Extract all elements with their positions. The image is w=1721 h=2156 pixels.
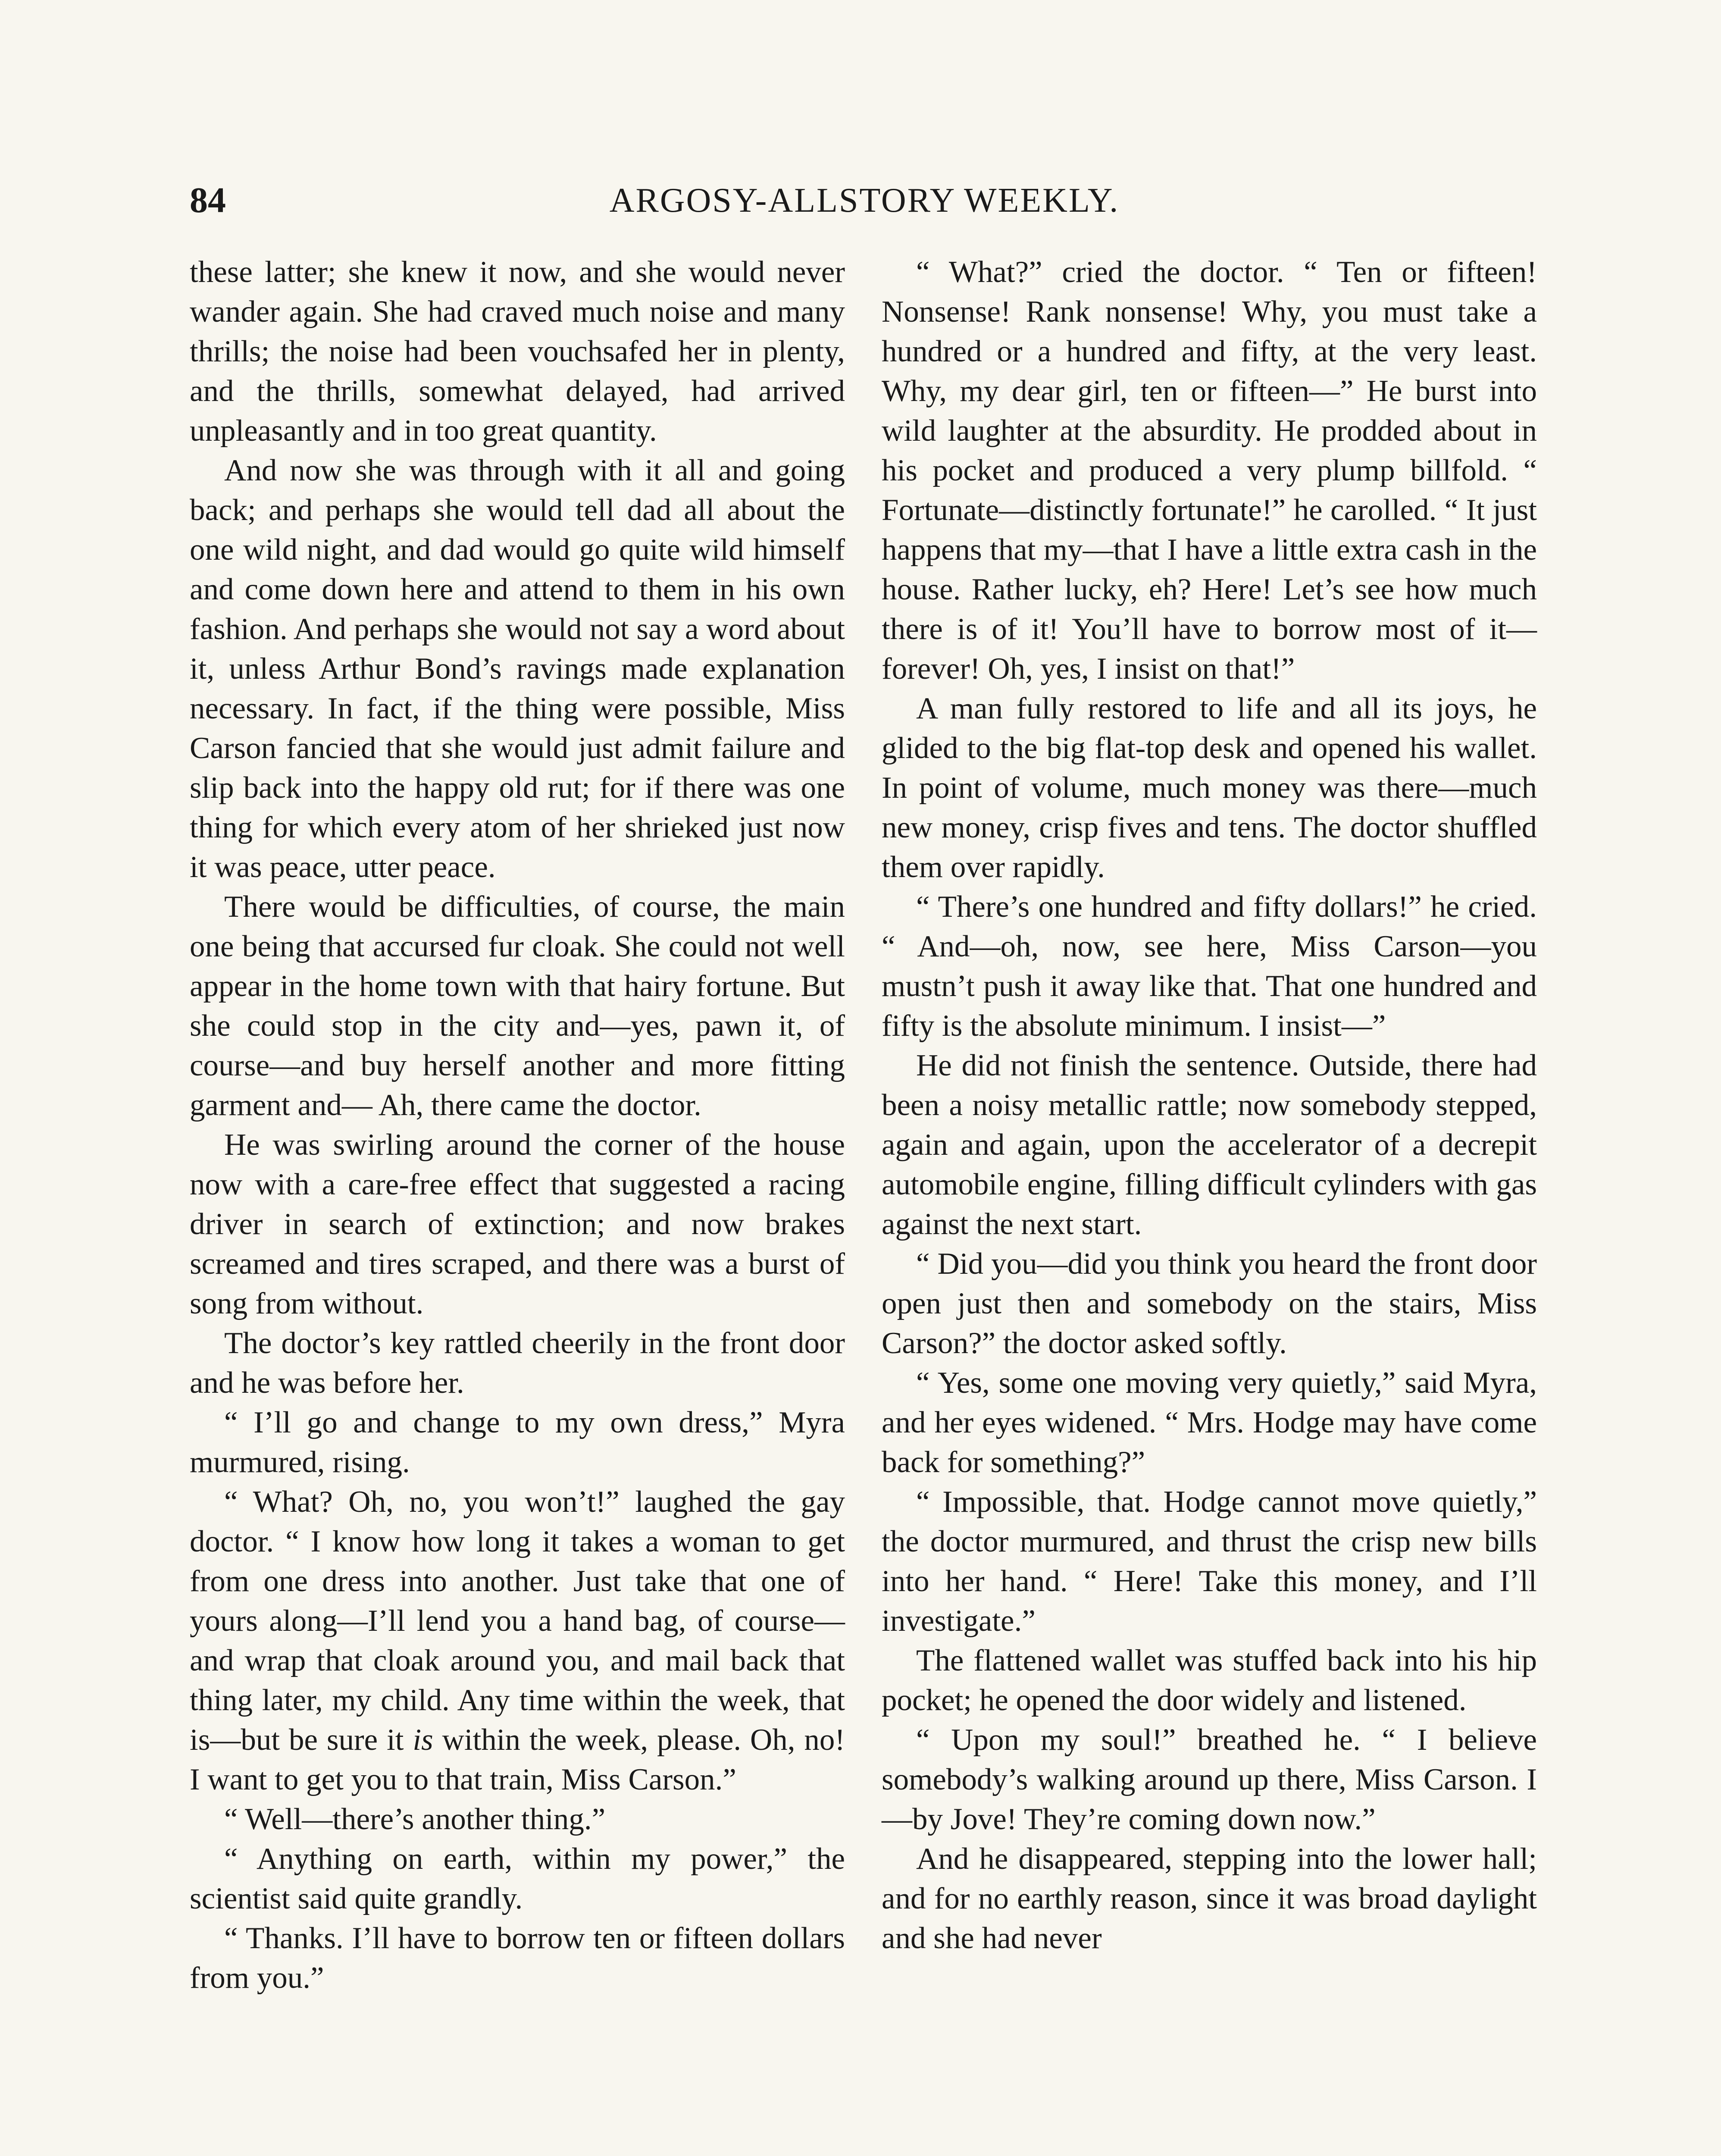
page-header [190, 177, 1539, 224]
running-head: ARGOSY-ALLSTORY WEEKLY. [609, 182, 1120, 219]
paragraph: And now she was through with it all and going back; and perhaps she would tell dad all about the one wild night, and dad would go quite wild himself and come down here and attend to them in his own fashion. And perhaps she would not say a word about it, unless Arthur Bond’s ravings made explanation necessary. In fact, if the thing were possible, Miss Carson fancied that she would just admit failure and slip back into the happy old rut; for if there was one thing for which every atom of her shrieked just now it was peace, utter peace. [190, 454, 845, 884]
paragraph: “ Anything on earth, within my power,” the scientist said quite grandly. [190, 1842, 845, 1915]
paragraph: He did not finish the sentence. Outside, there had been a noisy metallic rattle; now somebody stepped, again and again, upon the accelerator of a decrepit automobile engine, filling difficult cylinders with gas against the next start. [882, 1049, 1537, 1241]
left-column [190, 252, 845, 1998]
paragraph-part: within the week, please. Oh, no! I want to get you to that train, Miss Carson.” [190, 1723, 845, 1796]
paragraph: The doctor’s key rattled cheerily in the front door and he was before her. [190, 1326, 845, 1400]
emphasis: is [413, 1723, 433, 1757]
paragraph: “ Impossible, that. Hodge cannot move quietly,” the doctor murmured, and thrust the crisp new bills into her hand. “ Here! Take this money, and I’ll investigate.” [882, 1485, 1537, 1638]
paragraph: “ There’s one hundred and fifty dollars!” he cried. “ And—oh, now, see here, Miss Carson—you mustn’t push it away like that. That one hundred and fifty is the absolute minimum. I insist—” [882, 890, 1537, 1043]
paragraph: A man fully restored to life and all its joys, he glided to the big flat-top desk and opened his wallet. In point of volume, much money was there—much new money, crisp fives and tens. The doctor shuffled them over rapidly. [882, 692, 1537, 884]
paragraph: “ What?” cried the doctor. “ Ten or fifteen! Nonsense! Rank nonsense! Why, you must take a hundred or a hundred and fifty, at the very least. Why, my dear girl, ten or fifteen—” He burst into wild laughter at the absurdity. He prodded about in his pocket and produced a very plump billfold. “ Fortunate—distinctly fortunate!” he carolled. “ It just happens that my—that I have a little extra cash in the house. Rather lucky, eh? Here! Let’s see how much there is of it! You’ll have to borrow most of it—forever! Oh, yes, I insist on that!” [882, 255, 1537, 686]
paragraph: “ Well—there’s another thing.” [224, 1802, 606, 1836]
paragraph: “ Yes, some one moving very quietly,” said Myra, and her eyes widened. “ Mrs. Hodge may have come back for something?” [882, 1366, 1537, 1479]
paragraph: The flattened wallet was stuffed back into his hip pocket; he opened the door widely and listened. [882, 1644, 1537, 1717]
paragraph: And he disappeared, stepping into the lower hall; and for no earthly reason, since it was broad daylight and she had never [882, 1842, 1537, 1955]
paragraph: There would be difficulties, of course, the main one being that accursed fur cloak. She could not well appear in the home town with that hairy fortune. But she could stop in the city and—yes, pawn it, of course—and buy herself another and more fitting garment and— Ah, there came the doctor. [190, 890, 845, 1122]
paragraph: these latter; she knew it now, and she would never wander again. She had craved much noise and many thrills; the noise had been vouchsafed her in plenty, and the thrills, somewhat delayed, had arrived unpleasantly and in too great quantity. [190, 255, 845, 448]
paragraph: “ I’ll go and change to my own dress,” Myra murmured, rising. [190, 1406, 845, 1479]
paragraph [190, 1482, 845, 1799]
paragraph-part: “ What? Oh, no, you won’t!” laughed the gay doctor. “ I know how long it takes a woman to get from one dress into another. Just take that one of yours along—I’ll lend you a hand bag, of course—and wrap that cloak around you, and mail back that thing later, my child. Any time within the week, that is—but be sure it [190, 1485, 845, 1757]
paragraph: He was swirling around the corner of the house now with a care-free effect that suggested a racing driver in search of extinction; and now brakes screamed and tires scraped, and there was a burst of song from without. [190, 1128, 845, 1320]
paragraph: “ Thanks. I’ll have to borrow ten or fifteen dollars from you.” [190, 1921, 845, 1995]
right-column [882, 252, 1537, 1958]
paragraph: “ Upon my soul!” breathed he. “ I believe somebody’s walking around up there, Miss Carson. I—by Jove! They’re coming down now.” [882, 1723, 1537, 1836]
page-number: 84 [190, 180, 226, 220]
paragraph: “ Did you—did you think you heard the front door open just then and somebody on the stairs, Miss Carson?” the doctor asked softly. [882, 1247, 1537, 1360]
